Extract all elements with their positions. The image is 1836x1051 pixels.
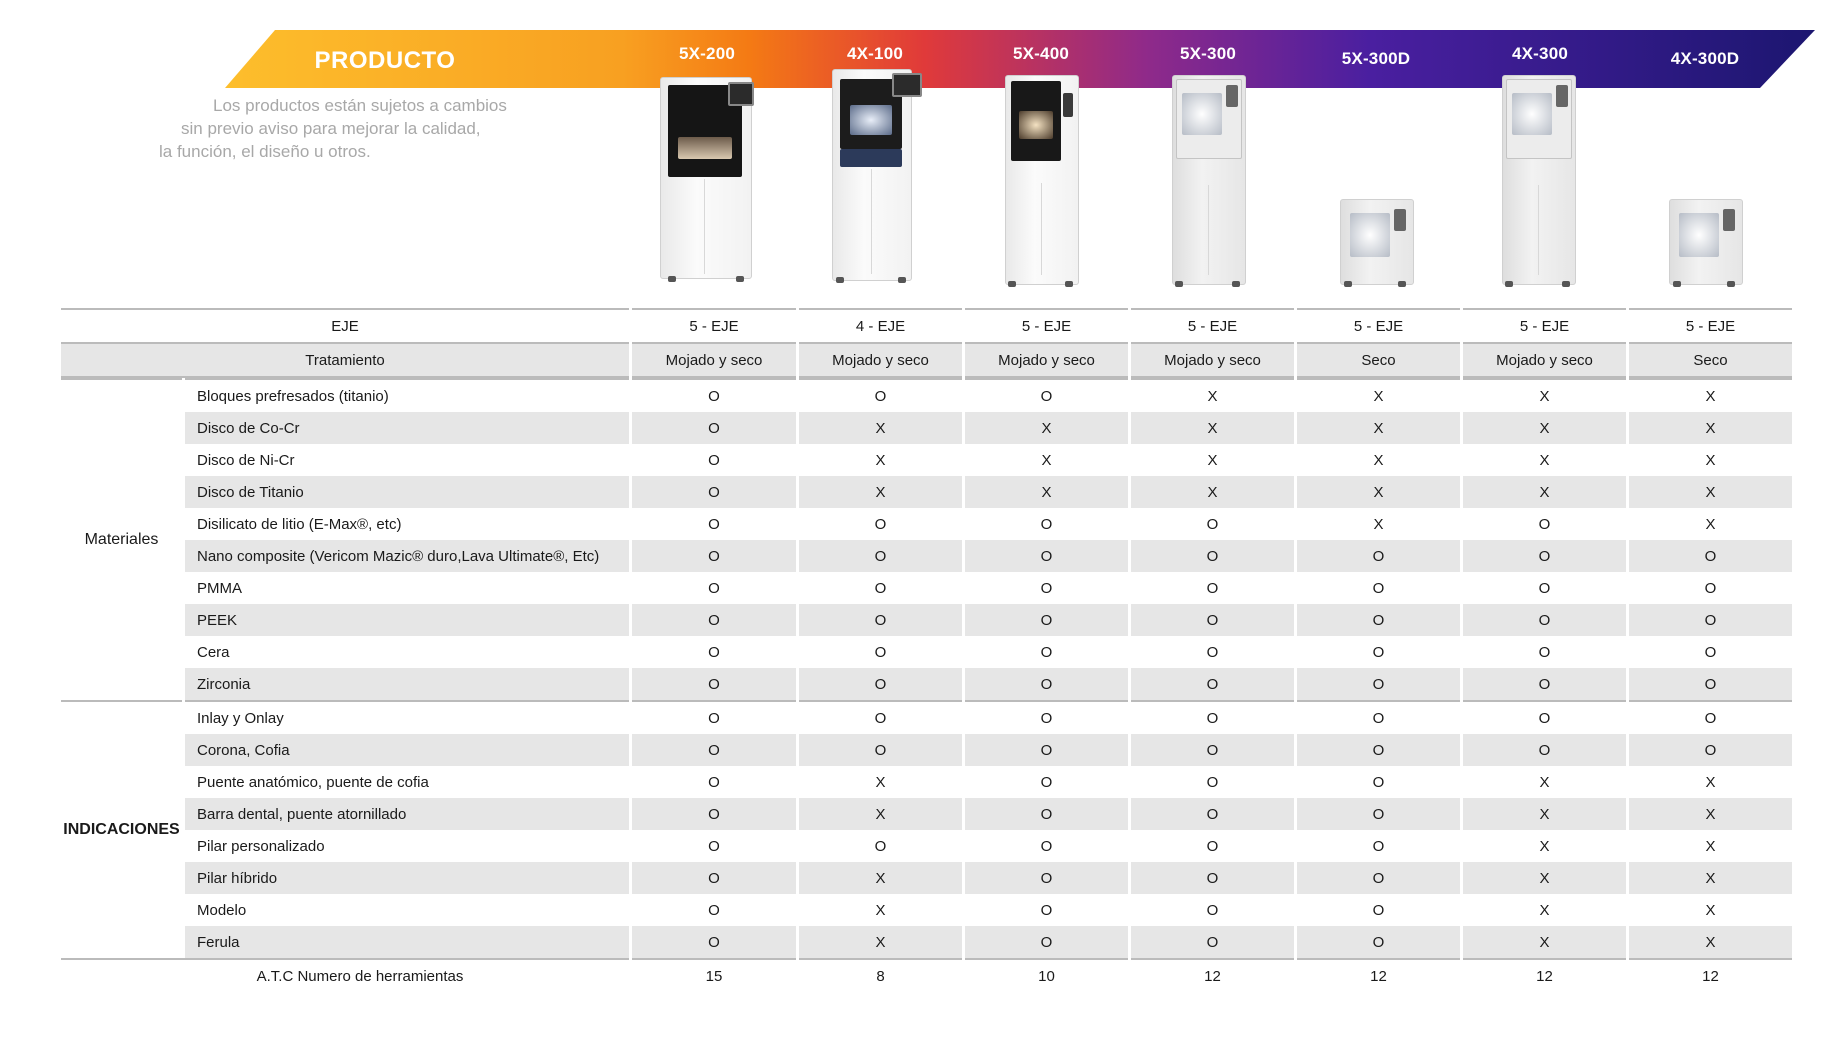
row-label: Disco de Ni-Cr (197, 451, 295, 469)
compat-cell: X (799, 862, 962, 894)
compat-cell: X (875, 901, 886, 919)
compat-cell: O (1297, 700, 1460, 734)
compat-cell: O (799, 668, 962, 700)
compat-cell: O (632, 700, 796, 734)
compat-cell: O (1372, 643, 1385, 661)
compat-cell: O (1040, 773, 1053, 791)
compat-cell: O (1297, 668, 1460, 700)
compat-cell: X (1539, 451, 1550, 469)
compat-cell: O (965, 798, 1128, 830)
table-row (61, 572, 1792, 604)
compat-cell: X (799, 798, 962, 830)
compat-cell: O (1463, 668, 1626, 700)
eje-label: EJE (61, 308, 629, 342)
compat-cell: O (1297, 604, 1460, 636)
table-row (61, 700, 1792, 734)
compat-cell: O (632, 540, 796, 572)
compat-cell: O (1297, 734, 1460, 766)
table-row (61, 926, 1792, 958)
compat-cell: X (1705, 901, 1716, 919)
compat-cell: O (1372, 901, 1385, 919)
compat-cell: O (1297, 862, 1460, 894)
compat-cell: O (965, 378, 1128, 412)
compat-cell: O (1297, 926, 1460, 958)
compat-cell: X (1705, 773, 1716, 791)
compat-cell: X (1297, 378, 1460, 412)
specification-table (58, 308, 1795, 992)
table-row (61, 668, 1792, 700)
compat-cell: X (1463, 412, 1626, 444)
tratamiento-value: Mojado y seco (632, 342, 796, 378)
compat-cell: X (1705, 515, 1716, 533)
compat-cell: O (1131, 668, 1294, 700)
tratamiento-value: Mojado y seco (1463, 342, 1626, 378)
compat-cell: O (1372, 579, 1385, 597)
compat-cell: O (874, 515, 887, 533)
compat-cell: O (632, 378, 796, 412)
tratamiento-value: Seco (1629, 342, 1792, 378)
table-row (61, 766, 1792, 798)
compat-cell: O (1040, 901, 1053, 919)
eje-value: 5 - EJE (1629, 308, 1792, 342)
tratamiento-value: Mojado y seco (1131, 342, 1294, 378)
compat-cell: X (799, 476, 962, 508)
compat-cell: O (965, 734, 1128, 766)
compat-cell: O (708, 579, 720, 597)
compat-cell: O (1040, 579, 1053, 597)
row-tratamiento (61, 342, 1792, 378)
compat-cell: O (1131, 540, 1294, 572)
compat-cell: X (1629, 862, 1792, 894)
compat-cell: O (1206, 515, 1219, 533)
compat-cell: O (965, 926, 1128, 958)
compat-cell: X (1539, 837, 1550, 855)
compat-cell: O (965, 700, 1128, 734)
product-label-3: 5X-400 (1012, 44, 1070, 63)
row-label: Zirconia (185, 668, 629, 700)
compat-cell: X (1207, 451, 1218, 469)
row-label: Inlay y Onlay (185, 700, 629, 734)
table-row (61, 862, 1792, 894)
compat-cell: X (1463, 476, 1626, 508)
row-label: PMMA (197, 579, 242, 597)
compat-cell: O (1206, 579, 1219, 597)
compat-cell: O (708, 643, 720, 661)
compat-cell: O (965, 540, 1128, 572)
row-eje (61, 308, 1792, 342)
table-row (61, 476, 1792, 508)
machine-image-4x-100 (832, 69, 922, 289)
table-row (61, 894, 1792, 926)
table-row (61, 830, 1792, 862)
compat-cell: O (632, 798, 796, 830)
compat-cell: O (799, 604, 962, 636)
banner-title: PRODUCTO (314, 47, 456, 74)
compat-cell: X (1131, 412, 1294, 444)
compat-cell: X (799, 926, 962, 958)
disclaimer-line-3: la función, el diseño u otros. (159, 142, 371, 161)
compat-cell: O (1206, 773, 1219, 791)
atc-value: 12 (1131, 958, 1294, 992)
atc-value: 12 (1297, 958, 1460, 992)
compat-cell: O (1131, 926, 1294, 958)
compat-cell: O (1131, 734, 1294, 766)
atc-value: 10 (965, 958, 1128, 992)
section-label-materiales: Materiales (61, 378, 182, 700)
compat-cell: O (874, 579, 887, 597)
compat-cell: X (1629, 476, 1792, 508)
compat-cell: X (965, 412, 1128, 444)
table-row (61, 798, 1792, 830)
compat-cell: O (1463, 540, 1626, 572)
compat-cell: O (632, 734, 796, 766)
compat-cell: X (1629, 412, 1792, 444)
row-label: Disco de Co-Cr (185, 412, 629, 444)
compat-cell: O (632, 476, 796, 508)
table-row (61, 540, 1792, 572)
tratamiento-value: Mojado y seco (965, 342, 1128, 378)
atc-value: 8 (799, 958, 962, 992)
compat-cell: O (1206, 901, 1219, 919)
compat-cell: X (1463, 862, 1626, 894)
compat-cell: X (875, 773, 886, 791)
compat-cell: O (1704, 643, 1717, 661)
compat-cell: O (1040, 837, 1053, 855)
compat-cell: X (965, 476, 1128, 508)
row-label: Nano composite (Vericom Mazic® duro,Lava Ultimate®, Etc) (185, 540, 629, 572)
disclaimer-line-2: sin previo aviso para mejorar la calidad, (181, 119, 481, 138)
compat-cell: O (965, 668, 1128, 700)
compat-cell: O (708, 837, 720, 855)
compat-cell: O (1463, 604, 1626, 636)
table-body (61, 308, 1792, 992)
atc-value: 12 (1629, 958, 1792, 992)
product-label-4: 5X-300 (1179, 44, 1237, 63)
row-label: Disco de Titanio (185, 476, 629, 508)
compat-cell: O (1372, 837, 1385, 855)
compat-cell: O (1206, 837, 1219, 855)
compat-cell: O (799, 734, 962, 766)
compat-cell: O (1538, 579, 1551, 597)
compat-cell: X (1629, 378, 1792, 412)
compat-cell: O (1372, 773, 1385, 791)
atc-value: 15 (632, 958, 796, 992)
table-row (61, 604, 1792, 636)
row-label: Modelo (197, 901, 247, 919)
row-label: Puente anatómico, puente de cofia (197, 773, 429, 791)
compat-cell: O (1040, 515, 1053, 533)
compat-cell: O (708, 515, 720, 533)
eje-value: 5 - EJE (1463, 308, 1626, 342)
compat-cell: O (1206, 643, 1219, 661)
compat-cell: O (708, 901, 720, 919)
compat-cell: O (1297, 798, 1460, 830)
section-label-indicaciones: INDICACIONES (61, 700, 182, 958)
compat-cell: O (632, 604, 796, 636)
compat-cell: O (1629, 604, 1792, 636)
compat-cell: X (799, 412, 962, 444)
compat-cell: X (1297, 476, 1460, 508)
compat-cell: X (1539, 773, 1550, 791)
product-label-7: 4X-300D (1670, 49, 1740, 68)
compat-cell: O (708, 773, 720, 791)
table-row (61, 734, 1792, 766)
table-row (61, 412, 1792, 444)
compat-cell: O (1538, 643, 1551, 661)
row-label: PEEK (185, 604, 629, 636)
compat-cell: O (708, 451, 720, 469)
machine-image-4x-300d (1669, 199, 1745, 289)
product-label-6: 4X-300 (1511, 44, 1569, 63)
product-label-2: 4X-100 (846, 44, 904, 63)
product-label-1: 5X-200 (678, 44, 736, 63)
machine-image-5x-300 (1172, 75, 1248, 290)
row-label: Barra dental, puente atornillado (185, 798, 629, 830)
compat-cell: X (1373, 451, 1384, 469)
eje-value: 5 - EJE (1131, 308, 1294, 342)
compat-cell: O (1704, 579, 1717, 597)
compat-cell: X (1463, 798, 1626, 830)
compat-cell: X (1041, 451, 1052, 469)
compat-cell: O (1131, 862, 1294, 894)
eje-value: 5 - EJE (632, 308, 796, 342)
product-label-5: 5X-300D (1341, 49, 1411, 68)
compat-cell: O (632, 862, 796, 894)
table-row (61, 378, 1792, 412)
eje-value: 4 - EJE (799, 308, 962, 342)
eje-value: 5 - EJE (965, 308, 1128, 342)
compat-cell: O (1629, 668, 1792, 700)
compat-cell: O (1131, 700, 1294, 734)
compat-cell: X (1629, 926, 1792, 958)
machine-image-5x-200 (660, 77, 752, 282)
tratamiento-label: Tratamiento (61, 342, 629, 378)
row-label: Ferula (185, 926, 629, 958)
compat-cell: O (965, 862, 1128, 894)
tratamiento-value: Mojado y seco (799, 342, 962, 378)
compat-cell: X (1705, 451, 1716, 469)
row-label: Pilar personalizado (197, 837, 325, 855)
row-atc (61, 958, 1792, 992)
compat-cell: O (632, 926, 796, 958)
disclaimer-line-1: Los productos están sujetos a cambios (213, 96, 507, 115)
table-row (61, 508, 1792, 540)
row-label: Pilar híbrido (185, 862, 629, 894)
compat-cell: X (1297, 412, 1460, 444)
compat-cell: O (1629, 540, 1792, 572)
tratamiento-value: Seco (1297, 342, 1460, 378)
table-row (61, 636, 1792, 668)
compat-cell: X (1131, 476, 1294, 508)
compat-cell: O (874, 837, 887, 855)
compat-cell: O (1131, 798, 1294, 830)
disclaimer-text (130, 94, 530, 163)
compat-cell: O (1538, 515, 1551, 533)
compat-cell: O (1629, 734, 1792, 766)
compat-cell: O (799, 700, 962, 734)
compat-cell: O (799, 540, 962, 572)
compat-cell: O (799, 378, 962, 412)
compat-cell: O (874, 643, 887, 661)
compat-cell: X (1463, 378, 1626, 412)
compat-cell: X (1705, 837, 1716, 855)
compat-cell: X (1463, 926, 1626, 958)
atc-label: A.T.C Numero de herramientas (61, 958, 629, 992)
table-row (61, 444, 1792, 476)
compat-cell: X (1131, 378, 1294, 412)
compat-cell: O (1463, 700, 1626, 734)
compat-cell: X (875, 451, 886, 469)
row-label: Bloques prefresados (titanio) (185, 378, 629, 412)
machine-image-5x-300d (1340, 199, 1416, 289)
row-label: Cera (197, 643, 230, 661)
compat-cell: O (632, 412, 796, 444)
compat-cell: O (1463, 734, 1626, 766)
atc-value: 12 (1463, 958, 1626, 992)
machine-image-4x-300 (1502, 75, 1578, 290)
machine-image-5x-400 (1005, 75, 1081, 290)
compat-cell: O (1297, 540, 1460, 572)
compat-cell: X (1373, 515, 1384, 533)
compat-cell: O (632, 668, 796, 700)
row-label: Disilicato de litio (E-Max®, etc) (197, 515, 402, 533)
compat-cell: O (1629, 700, 1792, 734)
compat-cell: X (1539, 901, 1550, 919)
eje-value: 5 - EJE (1297, 308, 1460, 342)
row-label: Corona, Cofia (185, 734, 629, 766)
compat-cell: X (1629, 798, 1792, 830)
compat-cell: O (1040, 643, 1053, 661)
compat-cell: O (1131, 604, 1294, 636)
compat-cell: O (965, 604, 1128, 636)
